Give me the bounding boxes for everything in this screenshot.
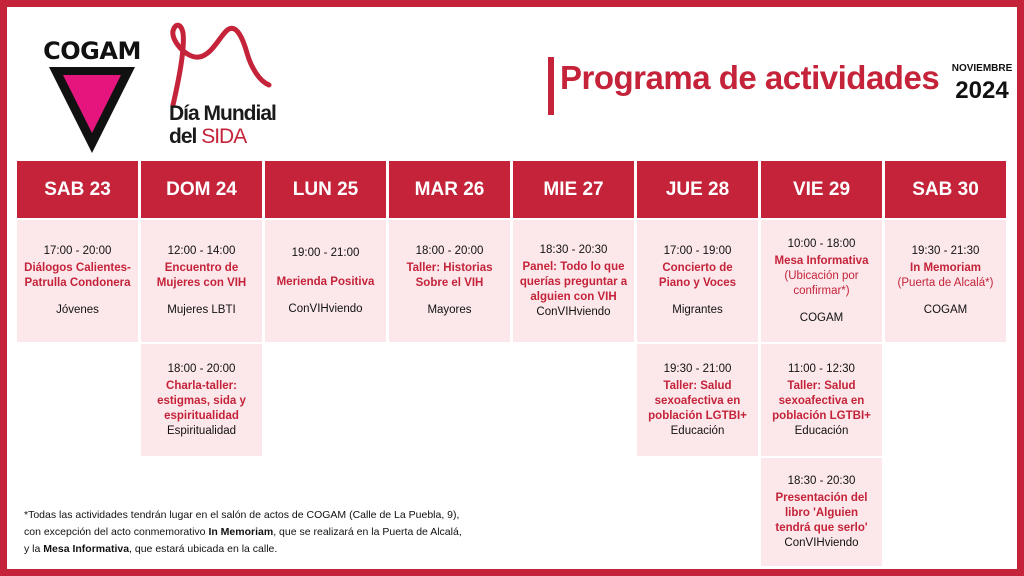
event-title: Encuentro de Mujeres con VIH [156,262,247,289]
event-group: Espiritualidad [166,424,237,437]
event-card-lun25 [265,220,386,342]
event-title: Taller: Historias Sobre el VIH [406,262,493,289]
event-title: Mesa Informativa [774,254,869,267]
pink-triangle-icon [49,67,135,153]
event-card-jue28-2 [637,344,758,456]
day-header-mar26: MAR 26 [389,161,510,218]
event-group: Jóvenes [56,304,99,316]
event-group: ConVIHviendo [784,536,859,549]
event-group: Mayores [427,304,472,316]
event-time: 19:30 - 21:00 [663,362,732,375]
event-group: ConVIHviendo [536,305,611,318]
event-name-line2: del SIDA [169,125,247,148]
poster [7,7,1017,569]
event-time: 10:00 - 18:00 [787,237,856,250]
event-title: Diálogos Calientes-Patrulla Condonera [24,262,131,289]
event-card-sab23 [17,220,138,342]
day-header-sab30: SAB 30 [885,161,1006,218]
event-card-vie29-2 [761,344,882,456]
event-title: Presentación del libro 'Alguien tendrá que serlo' [775,491,868,534]
event-card-dom24-2 [141,344,262,456]
event-time: 18:30 - 20:30 [787,474,856,487]
event-group: COGAM [923,304,968,316]
event-group: Migrantes [672,304,723,316]
event-title: In Memoriam [910,262,981,274]
event-title: Merienda Positiva [276,275,375,288]
event-card-mie27 [513,220,634,342]
event-time: 19:00 - 21:00 [291,246,360,259]
event-title: Taller: Salud sexoafectiva en población LGTBI+ [648,379,747,422]
event-location: (Puerta de Alcalá*) [897,277,994,289]
event-group: Educación [794,424,849,437]
event-group: Mujeres LBTI [167,304,236,316]
event-location: (Ubicación por confirmar*) [784,269,859,297]
event-card-sab30 [885,220,1006,342]
month-label: NOVIEMBRE [951,63,1013,74]
event-card-mar26 [389,220,510,342]
event-time: 11:00 - 12:30 [788,362,855,375]
cogam-wordmark: COGAM [43,37,141,65]
event-title: Taller: Salud sexoafectiva en población LGTBI+ [772,379,871,422]
event-group: Educación [670,424,725,437]
event-group: COGAM [799,311,844,324]
page-title: Programa de actividades [560,59,940,96]
title-accent-bar [548,57,554,115]
event-card-vie29-3 [761,458,882,566]
day-header-sab23: SAB 23 [17,161,138,218]
red-ribbon-icon [165,19,275,109]
event-group: ConVIHviendo [288,302,363,315]
event-title: Charla-taller: estigmas, sida y espiritualidad [157,379,246,422]
event-time: 17:00 - 19:00 [663,245,732,257]
day-header-dom24: DOM 24 [141,161,262,218]
day-header-jue28: JUE 28 [637,161,758,218]
day-header-mie27: MIE 27 [513,161,634,218]
event-card-vie29-1 [761,220,882,342]
event-time: 18:00 - 20:00 [167,362,236,375]
event-title: Concierto de Piano y Voces [658,262,737,289]
event-name-line1: Día Mundial [169,102,276,125]
cogam-logo [37,37,147,153]
day-header-vie29: VIE 29 [761,161,882,218]
world-aids-day-logo [165,19,275,149]
year-label: 2024 [955,77,1009,104]
footnote: *Todas las actividades tendrán lugar en el salón de actos de COGAM (Calle de La Puebla, 9), con excepción del acto conmemorativo In Memoriam, que se realizará en la Puerta de Alcalá, y la Mesa Informativa, que estará ubicada en la calle. [24,509,462,555]
event-card-jue28-1 [637,220,758,342]
event-time: 19:30 - 21:30 [911,245,980,257]
event-time: 17:00 - 20:00 [43,245,112,257]
event-time: 12:00 - 14:00 [167,245,236,257]
event-title: Panel: Todo lo que querías preguntar a alguien con VIH [519,260,628,303]
event-time: 18:00 - 20:00 [415,245,484,257]
day-header-lun25: LUN 25 [265,161,386,218]
event-time: 18:30 - 20:30 [539,243,608,256]
event-card-dom24-1 [141,220,262,342]
